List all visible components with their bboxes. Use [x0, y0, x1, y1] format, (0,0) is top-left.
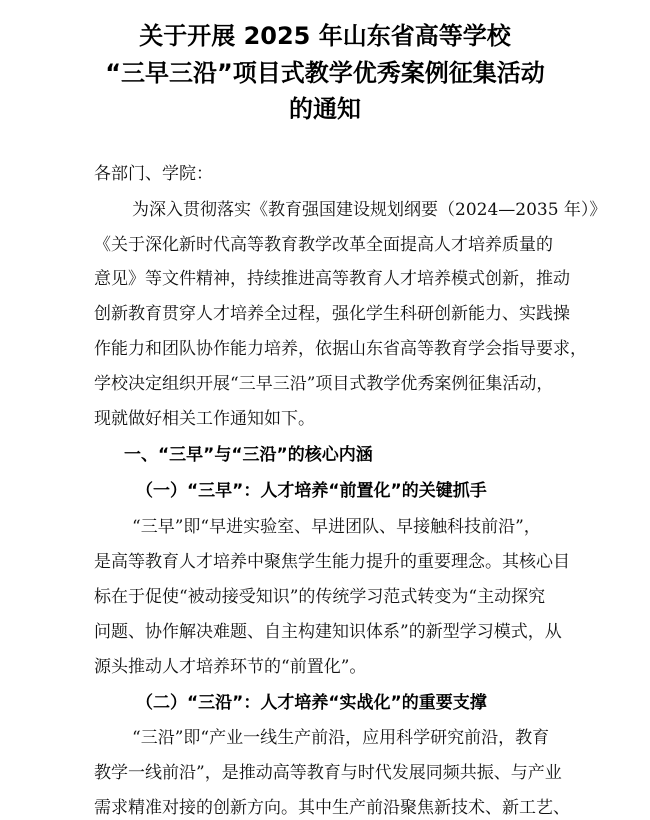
body-line: 问题、协作解决难题、自主构建知识体系”的新型学习模式，从 [94, 622, 562, 642]
body-line: 源头推动人才培养环节的“前置化”。 [94, 657, 367, 677]
subsection-heading: （二）“三沿”：人才培养“实战化”的重要支撑 [136, 693, 487, 713]
notice-title-line-1: 关于开展 2025 年山东省高等学校 [139, 22, 511, 50]
intro-line: 意见》等文件精神，持续推进高等教育人才培养模式创新，推动 [94, 269, 570, 289]
intro-line: 《关于深化新时代高等教育教学改革全面提高人才培养质量的 [94, 235, 553, 255]
intro-line: 为深入贯彻落实《教育强国建设规划纲要（2024—2035 年）》 [132, 200, 607, 220]
intro-line: 创新教育贯穿人才培养全过程，强化学生科研创新能力、实践操 [94, 304, 570, 324]
body-line: 是高等教育人才培养中聚焦学生能力提升的重要理念。其核心目 [94, 552, 570, 572]
intro-line: 现就做好相关工作通知如下。 [94, 409, 315, 429]
intro-line: 作能力和团队协作能力培养，依据山东省高等教育学会指导要求， [94, 339, 587, 359]
body-line: “三沿”即“产业一线生产前沿，应用科学研究前沿，教育 [132, 728, 550, 748]
salutation: 各部门、学院： [94, 164, 213, 184]
body-line: 标在于促使“被动接受知识”的传统学习范式转变为“主动探究 [94, 587, 546, 607]
body-line: 教学一线前沿”，是推动高等教育与时代发展同频共振、与产业 [94, 763, 562, 783]
body-line: 需求精准对接的创新方向。其中生产前沿聚焦新技术、新工艺、 [94, 798, 570, 818]
subsection-heading: （一）“三早”：人才培养“前置化”的关键抓手 [136, 481, 487, 501]
body-line: “三早”即“早进实验室、早进团队、早接触科技前沿”， [132, 517, 541, 537]
intro-line: 学校决定组织开展“三早三沿”项目式教学优秀案例征集活动， [94, 374, 554, 394]
notice-title-line-3: 的通知 [289, 95, 361, 123]
section-heading: 一、“三早”与“三沿”的核心内涵 [124, 445, 373, 465]
notice-title-line-2: “三早三沿”项目式教学优秀案例征集活动 [105, 59, 545, 87]
